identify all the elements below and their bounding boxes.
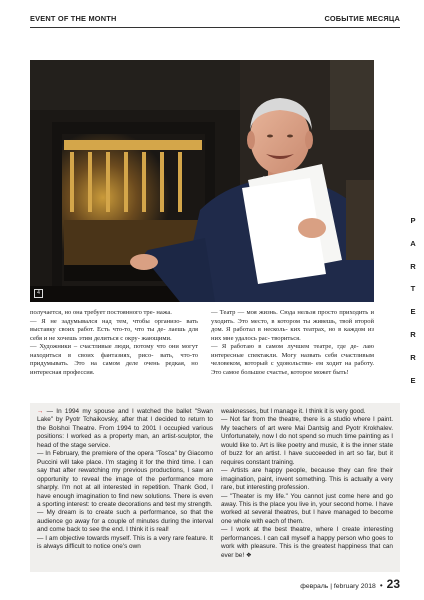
side-letter: E bbox=[410, 307, 416, 317]
side-label bbox=[408, 210, 418, 392]
paragraph-text: — In 1994 my spouse and I watched the ballet "Swan Lake" by Pyotr Tchaikovsky, after that I decided to return to the Bolshoi Theatre. From 1994 to 2001 I occupied various positions: I worked as a property man, an artist-sculptor, the head of the stage service. bbox=[37, 408, 213, 449]
side-letter: R bbox=[410, 329, 416, 339]
side-letter: E bbox=[410, 375, 416, 385]
page-header bbox=[30, 14, 400, 28]
english-translation-box bbox=[30, 403, 400, 572]
paragraph: — Я работаю в самом лучшем театре, где де- лаю интересные спектакли. Могу назвать себя счастливым человеком, который с удовольстви- ем ходит на работу. Это самое большое счастье, которое может быть! bbox=[211, 343, 374, 376]
side-letter: A bbox=[410, 238, 416, 248]
arrow-icon: → bbox=[37, 408, 44, 415]
side-letter: T bbox=[410, 284, 416, 294]
paragraph: — Художники – счастливые люди, потому что они могут находиться в своих фантазиях, рисо- вать, что-то придумывать. Это на самом деле очень редкая, но интересная профессия. bbox=[30, 343, 198, 376]
side-letter: P bbox=[410, 216, 416, 225]
paragraph: weaknesses, but I manage it. I think it is very good. bbox=[221, 408, 366, 415]
english-column-right bbox=[221, 408, 393, 560]
portrait-photo bbox=[30, 60, 374, 302]
section-title-en: EVENT OF THE MONTH bbox=[30, 14, 117, 23]
paragraph: — In February, the premiere of the opera "Tosca" by Giacomo Puccini will take place. I'm staging it for the third time. I can say that after rewatching my previous productions, I saw an opportunity to reveal the image of the performance more sharply. I'm not at all interested in repetition. Thank God, I have enough imagination to find new solutions. There is even a sporting interest: to create decorations and test my strength. bbox=[37, 450, 213, 508]
side-letter: R bbox=[410, 261, 416, 271]
photo-badge: 4 bbox=[34, 289, 43, 298]
paragraph: — Not far from the theatre, there is a studio where I paint. My teachers of art were Mai Dantsig and Pyotr Krokhalev. Unfortunately, now I do not spend so much time painting as I would like to. Art is like poetry and music, it is the inner state of buzz for an artist. I have succeeded in art so far, but it requires constant training. bbox=[221, 416, 393, 466]
paragraph: — Artists are happy people, because they can fire their imagination, paint, invent something. This is actually a very rare, but interesting profession. bbox=[221, 467, 393, 492]
issue-date: февраль | february 2018 bbox=[300, 583, 376, 590]
paragraph: — "Theater is my life." You cannot just come here and go away. This is the place you live in, your second home. I have worked at several theatres, but I have managed to become one whole with each of them. bbox=[221, 492, 393, 525]
section-title-ru: СОБЫТИЕ МЕСЯЦА bbox=[324, 14, 400, 23]
paragraph bbox=[37, 408, 213, 450]
paragraph: — Театр — моя жизнь. Сюда нельзя просто приходить и уходить. Это место, в котором ты живешь, твой второй дом. Я работал в несколь- ких театрах, но в каждом из них мне удалось рас- твориться. bbox=[211, 309, 374, 342]
paragraph: — I am objective towards myself. This is a very rare feature. It is always difficult to notice one's own bbox=[37, 534, 213, 551]
russian-column-left bbox=[30, 309, 198, 377]
paragraph: — I work at the best theatre, where I create interesting performances. I can call myself a happy person who goes to work with pleasure. This is the greatest happiness that can ever be! ❖ bbox=[221, 526, 393, 559]
page-number: 23 bbox=[386, 577, 400, 591]
photo-illustration bbox=[30, 60, 374, 302]
side-letter: R bbox=[410, 352, 416, 362]
paragraph: получается, но она требует постоянного тре- нажа. bbox=[30, 309, 172, 316]
paragraph: — Я не задумывался над тем, чтобы организо- вать выставку своих работ. Есть что-то, что ты де- лаешь для себя и не хочешь этим делиться с окру- жающими. bbox=[30, 317, 198, 342]
english-column-left bbox=[37, 408, 213, 552]
russian-column-right bbox=[211, 309, 374, 377]
page-footer bbox=[300, 577, 400, 591]
paragraph: — My dream is to create such a performance, so that the audience go away for a couple of minutes during the interval and come back to see the end. I think it is real! bbox=[37, 509, 213, 534]
footer-separator: • bbox=[379, 581, 383, 590]
